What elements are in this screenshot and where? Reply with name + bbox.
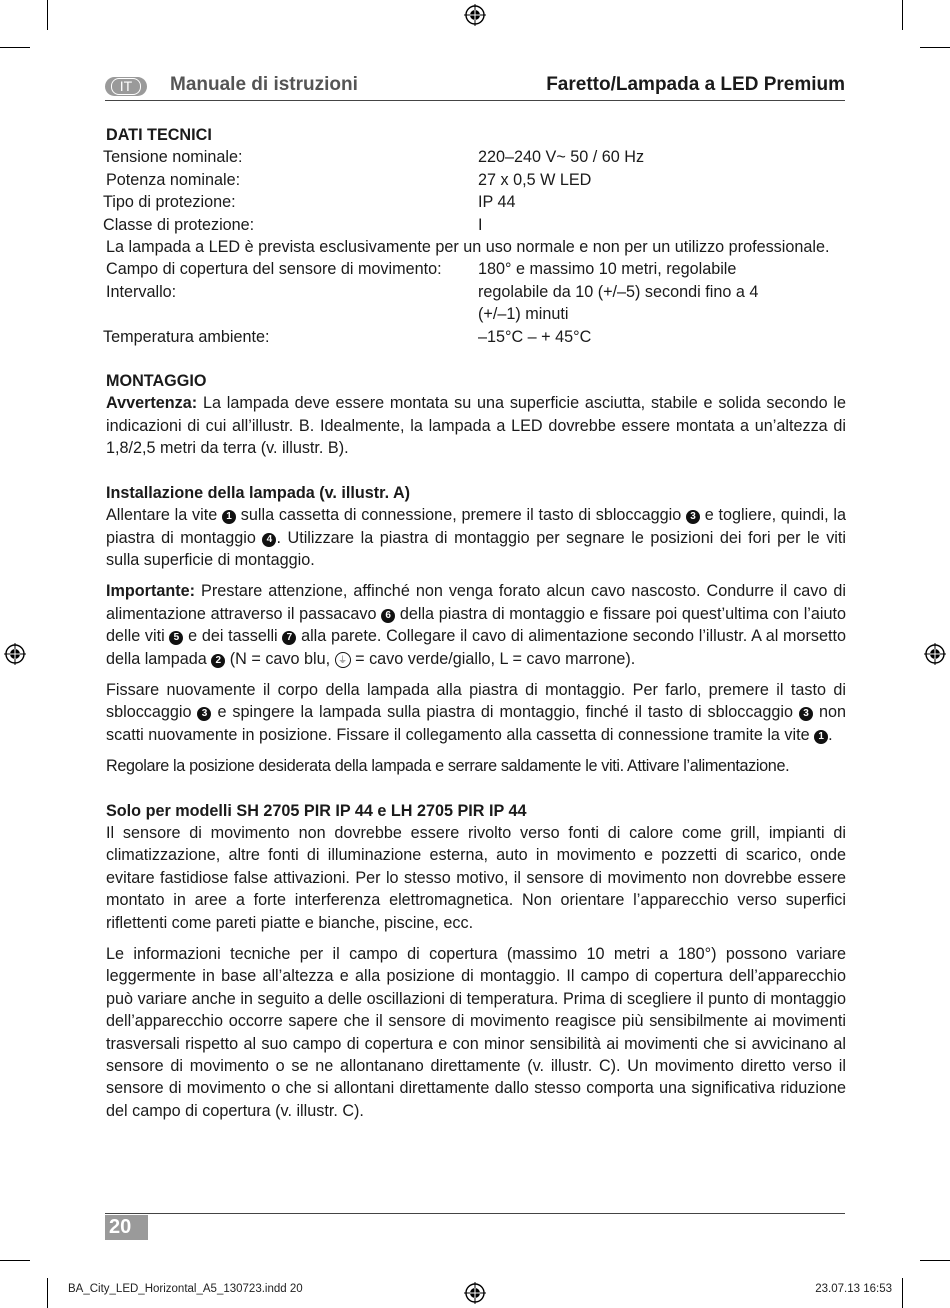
adjust-paragraph: Regolare la posizione desiderata della lampada e serrare saldamente le viti. Attivare l’alimentazione. (106, 757, 790, 776)
main-content (103, 124, 847, 1122)
footer-rule (105, 1213, 845, 1214)
warning-paragraph: Avvertenza: La lampada deve essere montata su una superficie asciutta, stabile e solida secondo le indicazioni di cui all’illustr. B. Idealmente, la lampada a LED dovrebbe essere montata a un’altezza di 1,8/2,5 metri da terra (v. illustr. B). (106, 394, 846, 458)
ground-symbol-icon: ⏚ (335, 652, 351, 668)
product-title: Faretto/Lampada a LED Premium (546, 74, 845, 95)
crop-mark (902, 1278, 903, 1308)
page-header (105, 72, 845, 101)
crop-mark (0, 1260, 30, 1261)
marker-3-icon: 3 (197, 707, 211, 721)
coverage-paragraph: Le informazioni tecniche per il campo di copertura (massimo 10 metri a 180°) possono variare leggermente in base all’altezza e alla posizione di montaggio. Il campo di copertura dell’apparecchio può variare anche in seguito a delle oscillazioni di temperatura. Prima di scegliere il punto di montaggio dell’apparecchio occorre sapere che il sensore di movimento reagisce più sensibilmente ai movimenti trasversali rispetto al suo campo di copertura e con minor sensibilità ai movimenti che si avvicinano al sensore di movimento o se ne allontanano direttamente (v. illustr. C). Un movimento diretto verso il sensore di movimento o che si allontani direttamente dallo stesso comporta una significativa riduzione del campo di copertura (v. illustr. C). (106, 945, 846, 1120)
usage-note: La lampada a LED è prevista esclusivamente per un uso normale e non per un utilizzo professionale. (106, 238, 830, 257)
crop-mark (0, 47, 30, 48)
install-heading: Installazione della lampada (v. illustr. A) (106, 483, 411, 502)
marker-2-icon: 2 (211, 654, 225, 668)
manual-title: Manuale di istruzioni (170, 74, 358, 95)
spec-row: Intervallo: regolabile da 10 (+/–5) secondi fino a 4 (+/–1) minuti (106, 282, 759, 324)
print-timestamp: 23.07.13 16:53 (815, 1283, 892, 1295)
spec-row: Classe di protezione: I (103, 215, 483, 234)
marker-4-icon: 4 (262, 533, 276, 547)
crop-mark (902, 0, 903, 30)
registration-mark-icon (924, 643, 946, 665)
spec-row: Tensione nominale: 220–240 V~ 50 / 60 Hz (103, 148, 645, 167)
file-slug: BA_City_LED_Horizontal_A5_130723.indd 20 (68, 1283, 303, 1295)
spec-row: Tipo di protezione: IP 44 (103, 193, 516, 212)
marker-1-icon: 1 (814, 730, 828, 744)
section-heading-tech: DATI TECNICI (106, 126, 212, 144)
language-badge: IT (105, 77, 147, 96)
marker-7-icon: 7 (282, 631, 296, 645)
spec-row: Campo di copertura del sensore di movimento: 180° e massimo 10 metri, regolabile (106, 260, 737, 279)
crop-mark (47, 1278, 48, 1308)
section-heading-montaggio: MONTAGGIO (106, 372, 207, 391)
registration-mark-icon (4, 643, 26, 665)
marker-1-icon: 1 (222, 510, 236, 524)
install-paragraph: Allentare la vite 1 sulla cassetta di connessione, premere il tasto di sbloccaggio 3 e togliere, quindi, la piastra di montaggio 4 . Utilizzare la piastra di montaggio per segnare le posizioni dei fori per le viti sulla superficie di montaggio. (106, 506, 846, 569)
marker-5-icon: 5 (169, 631, 183, 645)
refit-paragraph: Fissare nuovamente il corpo della lampada alla piastra di montaggio. Per farlo, premere il tasto di sbloccaggio 3 e spingere la lampada sulla piastra di montaggio, finché il tasto di sbloccaggio 3 non scatti nuovamente in posizione. Fissare il collegamento alla cassetta di connessione tramite la vite 1 . (106, 680, 846, 744)
crop-mark (920, 1260, 950, 1261)
page-number: 20 (105, 1215, 148, 1240)
crop-mark (920, 47, 950, 48)
crop-mark (47, 0, 48, 30)
spec-row: Potenza nominale: 27 x 0,5 W LED (106, 170, 592, 189)
registration-mark-icon (464, 4, 486, 26)
important-paragraph: Importante: Prestare attenzione, affinché non venga forato alcun cavo nascosto. Condurre il cavo di alimentazione attraverso il passacavo 6 della piastra di montaggio e fissare poi quest’ultima con l’aiuto delle viti 5 e dei tasselli 7 alla parete. Collegare il cavo di alimentazione secondo l’illustr. A al morsetto della lampada 2 (N = cavo blu, ⏚ = cavo verde/giallo, L = cavo marrone). (106, 582, 847, 668)
marker-6-icon: 6 (381, 609, 395, 623)
sensor-heading: Solo per modelli SH 2705 PIR IP 44 e LH 2705 PIR IP 44 (106, 801, 527, 820)
registration-mark-icon (464, 1282, 486, 1304)
spec-row: Temperatura ambiente: –15°C – + 45°C (103, 327, 592, 346)
marker-3-icon: 3 (686, 510, 700, 524)
marker-3-icon: 3 (799, 707, 813, 721)
sensor-paragraph: Il sensore di movimento non dovrebbe essere rivolto verso fonti di calore come grill, impianti di climatizzazione, altre fonti di illuminazione esterna, auto in movimento e pozzetti di scarico, onde evitare fastidiose false attivazioni. Per lo stesso motivo, il sensore di movimento non dovrebbe essere montato in aree a forte interferenza elettromagnetica. Non orientare l’apparecchio verso superfici riflettenti come pareti piatte e bianche, piscine, ecc. (106, 823, 846, 932)
